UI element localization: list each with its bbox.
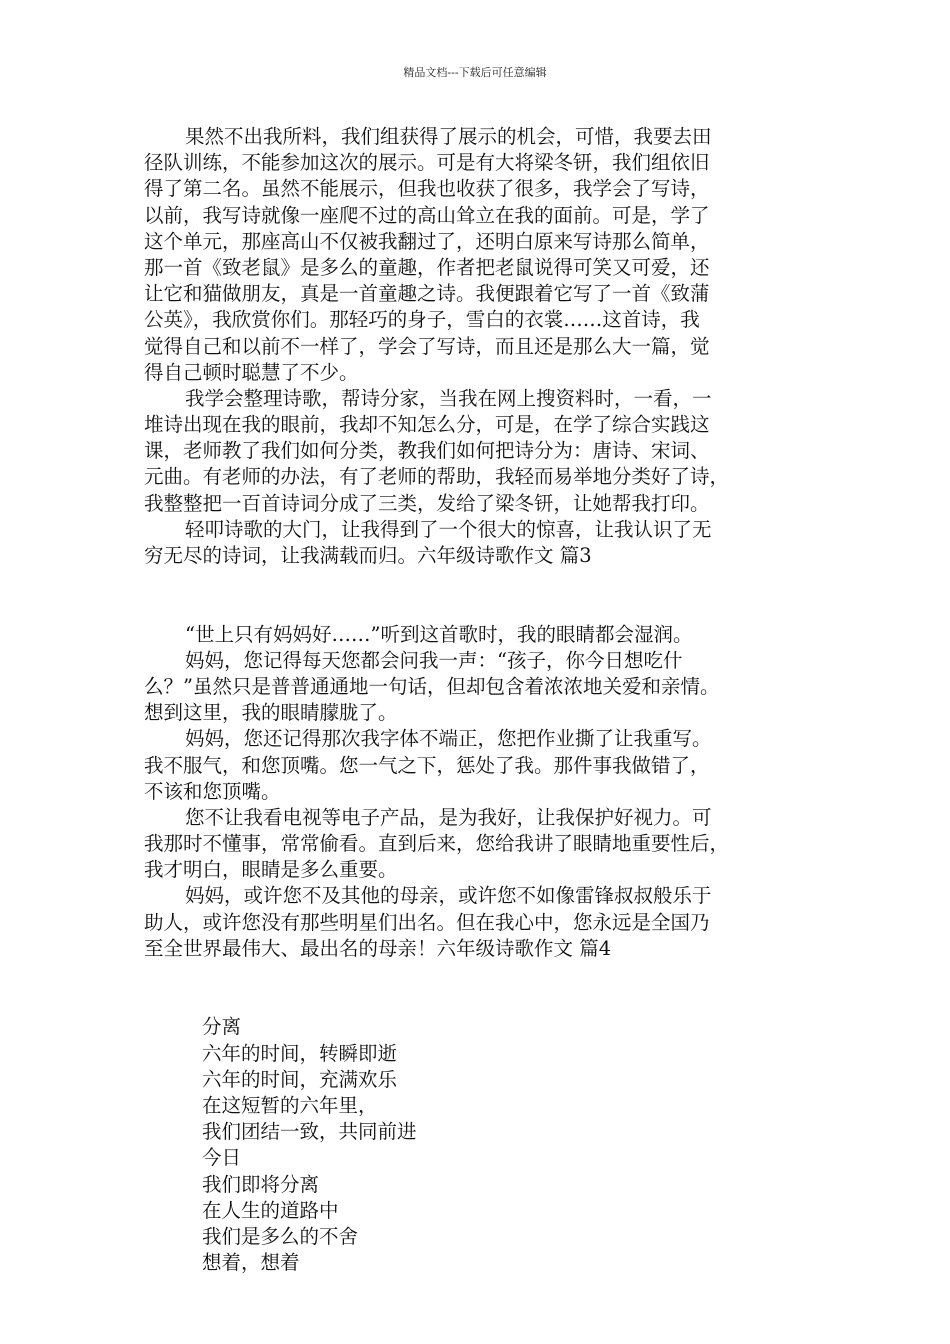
- poem-line: 在这短暂的六年里，: [202, 1093, 378, 1117]
- poem-line: 在人生的道路中: [202, 1198, 339, 1222]
- text-line: 助人，或许您没有那些明星们出名。但在我心中，您永远是全国乃: [144, 910, 710, 934]
- poem-line: 我们即将分离: [202, 1172, 320, 1196]
- text-line: 我不服气，和您顶嘴。您一气之下，惩处了我。那件事我做错了，: [144, 753, 710, 777]
- text-line: 我整整把一百首诗词分成了三类，发给了梁冬钘，让她帮我打印。: [144, 491, 710, 515]
- text-line: 妈妈，您记得每天您都会问我一声：“孩子，你今日想吃什: [185, 648, 683, 672]
- poem-line: 六年的时间，充满欢乐: [202, 1067, 398, 1091]
- text-line: 觉得自己和以前不一样了，学会了写诗，而且还是那么大一篇，觉: [144, 334, 710, 358]
- text-line: 课，老师教了我们如何分类，教我们如何把诗分为：唐诗、宋词、: [144, 439, 710, 463]
- text-line: 公英》，我欣赏你们。那轻巧的身子，雪白的衣裳……这首诗，我: [144, 308, 700, 332]
- blank-line: [144, 962, 824, 988]
- poem-line: 我们是多么的不舍: [202, 1224, 359, 1248]
- poem-line: 我们团结一致，共同前进: [202, 1120, 417, 1144]
- document-body: [144, 124, 824, 1276]
- text-line: 轻叩诗歌的大门，让我得到了一个很大的惊喜，让我认识了无: [185, 517, 712, 541]
- text-line: 让它和猫做朋友，真是一首童趣之诗。我便跟着它写了一首《致蒲: [144, 282, 710, 306]
- blank-line: [144, 988, 824, 1014]
- text-line: 想到这里，我的眼睛朦胧了。: [144, 701, 398, 725]
- text-line: 我才明白，眼睛是多么重要。: [144, 858, 398, 882]
- text-line: 得了第二名。虽然不能展示，但我也收获了很多，我学会了写诗，: [144, 177, 710, 201]
- text-line: 得自己顿时聪慧了不少。: [144, 360, 359, 384]
- poem-line: 想着，想着: [202, 1251, 300, 1275]
- text-line: 我那时不懂事，常常偷看。直到后来，您给我讲了眼睛地重要性后，: [144, 832, 730, 856]
- text-line: 穷无尽的诗词，让我满载而归。六年级诗歌作文 篇3: [144, 544, 592, 567]
- blank-line: [144, 595, 824, 621]
- text-line: 妈妈，或许您不及其他的母亲，或许您不如像雷锋叔叔般乐于: [185, 884, 712, 908]
- blank-line: [144, 569, 824, 595]
- poem-line: 六年的时间，转瞬即逝: [202, 1041, 398, 1065]
- page-header: 精品文档---下载后可任意编辑: [403, 66, 547, 79]
- text-line: 至全世界最伟大、最出名的母亲！六年级诗歌作文 篇4: [144, 936, 612, 960]
- text-line: 那一首《致老鼠》是多么的童趣，作者把老鼠说得可笑又可爱，还: [144, 255, 710, 279]
- text-line: 堆诗出现在我的眼前，我却不知怎么分，可是，在学了综合实践这: [144, 413, 710, 437]
- text-line: “世上只有妈妈好……”听到这首歌时，我的眼睛都会湿润。: [185, 622, 693, 646]
- text-line: 妈妈，您还记得那次我字体不端正，您把作业撕了让我重写。: [185, 727, 712, 751]
- text-line: 以前，我写诗就像一座爬不过的高山耸立在我的面前。可是，学了: [144, 203, 710, 227]
- poem-line: 今日: [202, 1146, 242, 1170]
- text-line: 果然不出我所料，我们组获得了展示的机会，可惜，我要去田: [185, 125, 712, 148]
- text-line: 我学会整理诗歌，帮诗分家，当我在网上搜资料时，一看，一: [185, 386, 712, 410]
- text-line: 径队训练，不能参加这次的展示。可是有大将梁冬钘，我们组依旧: [144, 151, 710, 175]
- text-line: 这个单元，那座高山不仅被我翻过了，还明白原来写诗那么简单，: [144, 229, 710, 253]
- text-line: 元曲。有老师的办法，有了老师的帮助，我轻而易举地分类好了诗，: [144, 465, 730, 489]
- text-line: 么？”虽然只是普普通通地一句话，但却包含着浓浓地关爱和亲情。: [144, 674, 720, 698]
- poem-line: 分离: [202, 1015, 242, 1039]
- text-line: 您不让我看电视等电子产品，是为我好，让我保护好视力。可: [185, 805, 712, 829]
- text-line: 不该和您顶嘴。: [144, 779, 281, 803]
